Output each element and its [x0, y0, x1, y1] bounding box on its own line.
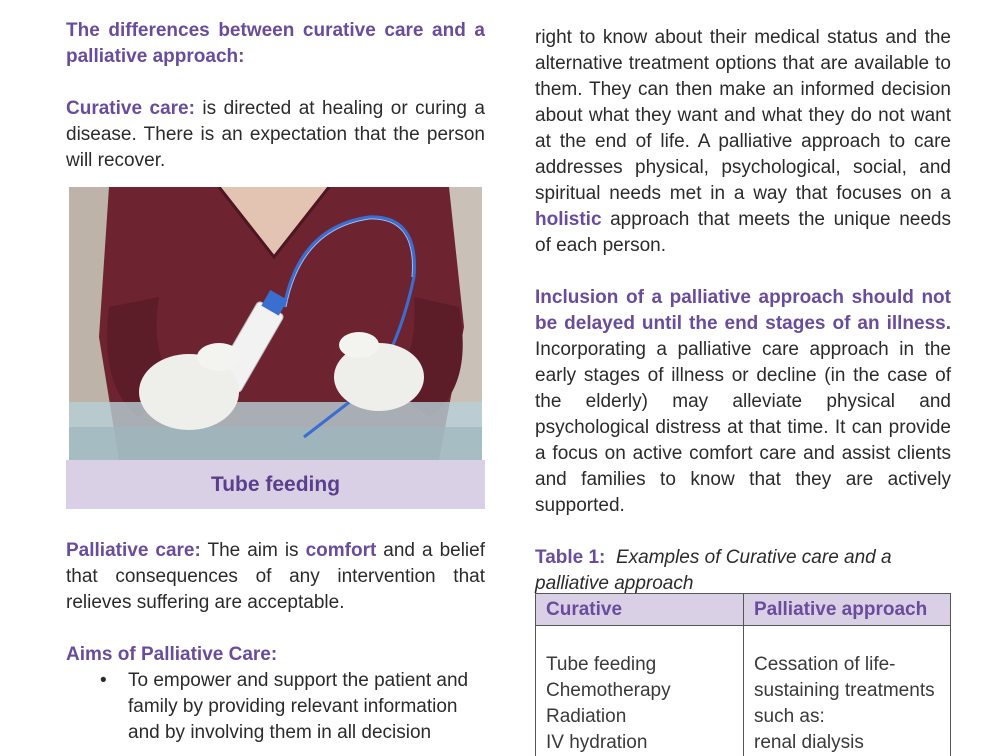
inclusion-lead: Inclusion of a palliative approach should not be delayed until the end stages of an illness. — [535, 287, 951, 334]
header-curative: Curative — [536, 594, 744, 626]
rights-text-b: approach that meets the unique needs of each person. — [535, 209, 951, 256]
inclusion-text: Incorporating a palliative care approach in the early stages of illness or decline (in the case of the elderly) may alleviate physical and psychological distress at that time. It can provide a focus on active comfort care and assist clients and families to know that they are actively supported. — [535, 339, 951, 516]
list-item: IV hydration — [546, 730, 733, 756]
list-item: sustaining treatments — [754, 678, 940, 704]
table-header-row — [536, 594, 951, 626]
tube-feeding-photo — [69, 187, 482, 460]
curative-paragraph — [66, 96, 485, 174]
curative-text: is directed at healing or curing a disease. There is an expectation that the person will recover. — [66, 98, 485, 171]
right-column — [535, 25, 951, 597]
left-column-top — [66, 18, 485, 174]
rights-paragraph — [535, 25, 951, 259]
holistic-emphasis: holistic — [535, 209, 602, 230]
aims-heading: Aims of Palliative Care: — [66, 642, 485, 668]
inclusion-paragraph — [535, 285, 951, 519]
list-item: renal dialysis — [754, 730, 940, 756]
table-title: Examples of Curative care and a palliative approach — [535, 547, 892, 594]
curative-cell — [536, 626, 744, 756]
list-item: Radiation — [546, 704, 733, 730]
rights-text-a: right to know about their medical status and the alternative treatment options that are available to them. They can then make an informed decision about what they want and what they do not want at the end of life. A palliative approach to care addresses physical, psychological, social, and spiritual needs met in a way that focuses on a — [535, 27, 951, 204]
list-item: Chemotherapy — [546, 678, 733, 704]
palliative-cell — [744, 626, 951, 756]
table-label: Table 1: — [535, 547, 605, 568]
list-item: • To empower and support the patient and family by providing relevant information and by involving them in all decision — [66, 668, 485, 746]
list-item: Cessation of life- — [754, 652, 940, 678]
table-row — [536, 626, 951, 756]
curative-label: Curative care: — [66, 98, 195, 119]
aims-list — [66, 668, 485, 746]
header-palliative: Palliative approach — [744, 594, 951, 626]
list-item: Tube feeding — [546, 652, 733, 678]
table-caption — [535, 545, 951, 597]
palliative-label: Palliative care: — [66, 540, 201, 561]
comparison-table — [535, 593, 951, 756]
palliative-text-1: The aim is — [201, 540, 306, 561]
photo-caption: Tube feeding — [211, 473, 340, 497]
left-column-lower — [66, 538, 485, 746]
photo-caption-box — [66, 460, 485, 509]
photo-illustration — [69, 187, 482, 460]
palliative-text-2: and a belief that consequences of any intervention that relieves suffering are acceptable. — [66, 540, 485, 613]
comfort-emphasis: comfort — [306, 540, 377, 561]
list-item: such as: — [754, 704, 940, 730]
section-heading: The differences between curative care and a palliative approach: — [66, 18, 485, 70]
palliative-paragraph — [66, 538, 485, 616]
